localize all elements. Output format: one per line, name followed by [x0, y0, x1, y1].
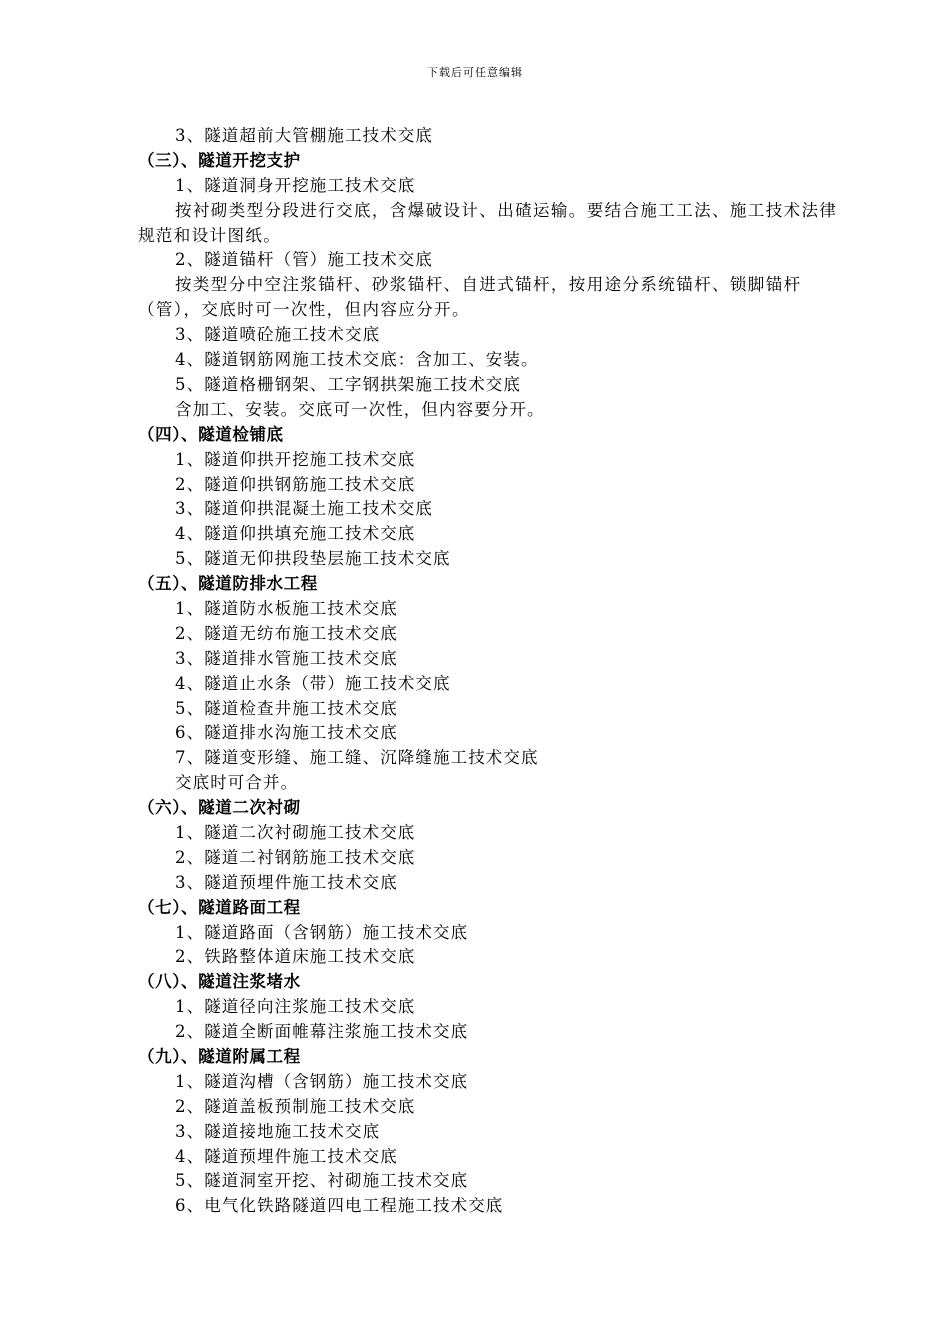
section-heading: （七）、隧道路面工程: [138, 897, 301, 917]
section-heading: （八）、隧道注浆堵水: [138, 972, 301, 992]
page-header: 下载后可任意编辑: [427, 66, 523, 79]
list-item: 7、隧道变形缝、施工缝、沉降缝施工技术交底: [175, 748, 539, 768]
list-item: 4、隧道止水条（带）施工技术交底: [175, 673, 451, 693]
list-item: 3、隧道超前大管棚施工技术交底: [175, 126, 433, 145]
list-item: 3、隧道仰拱混凝土施工技术交底: [175, 499, 433, 519]
list-item: 3、隧道喷砼施工技术交底: [175, 325, 381, 345]
list-item: 2、隧道盖板预制施工技术交底: [175, 1096, 416, 1116]
document-body: [138, 124, 850, 1219]
paragraph: 按衬砌类型分段进行交底，含爆破设计、出碴运输。要结合施工工法、施工技术法律规范和设计图纸。: [138, 200, 838, 245]
section-heading: （三）、隧道开挖支护: [138, 150, 301, 170]
list-item: 3、隧道接地施工技术交底: [175, 1121, 381, 1141]
list-item: 4、隧道钢筋网施工技术交底：含加工、安装。: [175, 350, 539, 370]
section-heading: （四）、隧道检铺底: [138, 424, 284, 444]
list-item: 3、隧道排水管施工技术交底: [175, 648, 398, 668]
list-item: 1、隧道防水板施工技术交底: [175, 598, 398, 618]
section-heading: （六）、隧道二次衬砌: [138, 798, 301, 818]
list-item: 2、隧道二衬钢筋施工技术交底: [175, 847, 416, 867]
list-item: 1、隧道仰拱开挖施工技术交底: [175, 449, 416, 469]
paragraph: 交底时可合并。: [175, 773, 299, 793]
list-item: 1、隧道沟槽（含钢筋）施工技术交底: [175, 1071, 469, 1091]
list-item: 4、隧道预埋件施工技术交底: [175, 1146, 398, 1166]
list-item: 1、隧道路面（含钢筋）施工技术交底: [175, 922, 469, 942]
section-heading: （九）、隧道附属工程: [138, 1047, 301, 1067]
list-item: 4、隧道仰拱填充施工技术交底: [175, 524, 416, 544]
list-item: 2、铁路整体道床施工技术交底: [175, 947, 416, 967]
list-item: 6、电气化铁路隧道四电工程施工技术交底: [175, 1196, 504, 1216]
list-item: 1、隧道二次衬砌施工技术交底: [175, 823, 416, 842]
list-item: 2、隧道无纺布施工技术交底: [175, 623, 398, 643]
list-item: 2、隧道全断面帷幕注浆施工技术交底: [175, 1022, 469, 1042]
list-item: 2、隧道仰拱钢筋施工技术交底: [175, 474, 416, 494]
list-item: 5、隧道无仰拱段垫层施工技术交底: [175, 549, 451, 569]
list-item: 6、隧道排水沟施工技术交底: [175, 723, 398, 743]
list-item: 5、隧道检查井施工技术交底: [175, 698, 398, 718]
list-item: 1、隧道洞身开挖施工技术交底: [175, 175, 416, 195]
section-heading: （五）、隧道防排水工程: [138, 574, 318, 594]
list-item: 1、隧道径向注浆施工技术交底: [175, 997, 416, 1017]
list-item: 2、隧道锚杆（管）施工技术交底: [175, 250, 433, 270]
list-item: 3、隧道预埋件施工技术交底: [175, 872, 398, 892]
list-item: 5、隧道格栅钢架、工字钢拱架施工技术交底: [175, 374, 521, 394]
paragraph: 含加工、安装。交底可一次性，但内容要分开。: [175, 399, 545, 419]
paragraph: 按类型分中空注浆锚杆、砂浆锚杆、自进式锚杆，按用途分系统锚杆、锁脚锚杆（管），交底时可一次性，但内容应分开。: [138, 275, 802, 320]
list-item: 5、隧道洞室开挖、衬砌施工技术交底: [175, 1171, 469, 1191]
